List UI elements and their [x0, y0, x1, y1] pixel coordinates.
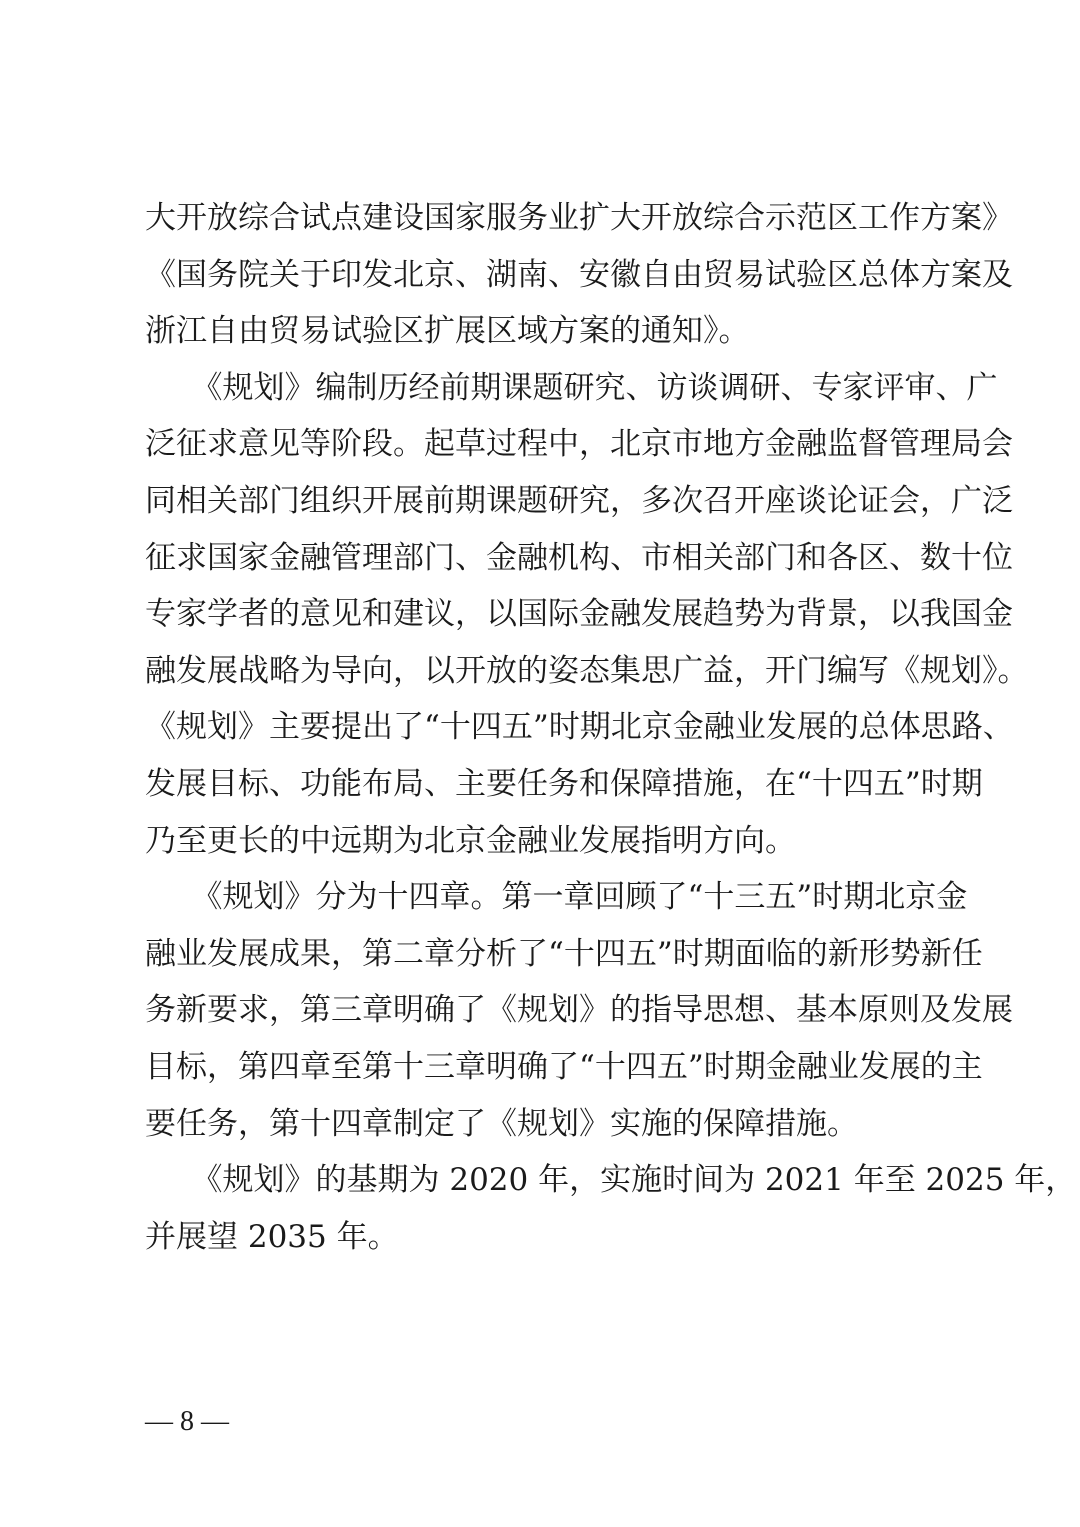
body-text: [145, 190, 1077, 1265]
text-line: 乃至更长的中远期为北京金融业发展指明方向。: [145, 822, 796, 859]
text-line: 并展望 2035 年。: [145, 1218, 399, 1255]
text-line: 《规划》的基期为 2020 年，实施时间为 2021 年至 2025 年，: [145, 1162, 1077, 1199]
text-line: 泛征求意见等阶段。起草过程中，北京市地方金融监督管理局会: [145, 426, 1013, 463]
text-line: 《规划》编制历经前期课题研究、访谈调研、专家评审、广: [145, 369, 998, 406]
text-line: 同相关部门组织开展前期课题研究，多次召开座谈论证会，广泛: [145, 482, 1013, 519]
text-line: 融业发展成果，第二章分析了“十四五”时期面临的新形势新任: [145, 935, 983, 972]
text-line: 发展目标、功能布局、主要任务和保障措施，在“十四五”时期: [145, 765, 983, 802]
text-line: 融发展战略为导向，以开放的姿态集思广益，开门编写《规划》。: [145, 652, 1029, 689]
text-line: 征求国家金融管理部门、金融机构、市相关部门和各区、数十位: [145, 539, 1013, 576]
text-line: 《国务院关于印发北京、湖南、安徽自由贸易试验区总体方案及: [145, 256, 1013, 293]
text-line: 大开放综合试点建设国家服务业扩大开放综合示范区工作方案》: [145, 200, 1013, 236]
text-line: 目标，第四章至第十三章明确了“十四五”时期金融业发展的主: [145, 1048, 983, 1085]
text-line: 专家学者的意见和建议，以国际金融发展趋势为背景，以我国金: [145, 596, 1013, 633]
page-number: — 8 —: [145, 1406, 229, 1437]
text-line: 务新要求，第三章明确了《规划》的指导思想、基本原则及发展: [145, 992, 1013, 1029]
text-line: 要任务，第十四章制定了《规划》实施的保障措施。: [145, 1105, 858, 1142]
text-line: 《规划》主要提出了“十四五”时期北京金融业发展的总体思路、: [145, 709, 1014, 746]
text-line: 浙江自由贸易试验区扩展区域方案的通知》。: [145, 313, 750, 350]
text-line: 《规划》分为十四章。第一章回顾了“十三五”时期北京金: [145, 879, 968, 916]
